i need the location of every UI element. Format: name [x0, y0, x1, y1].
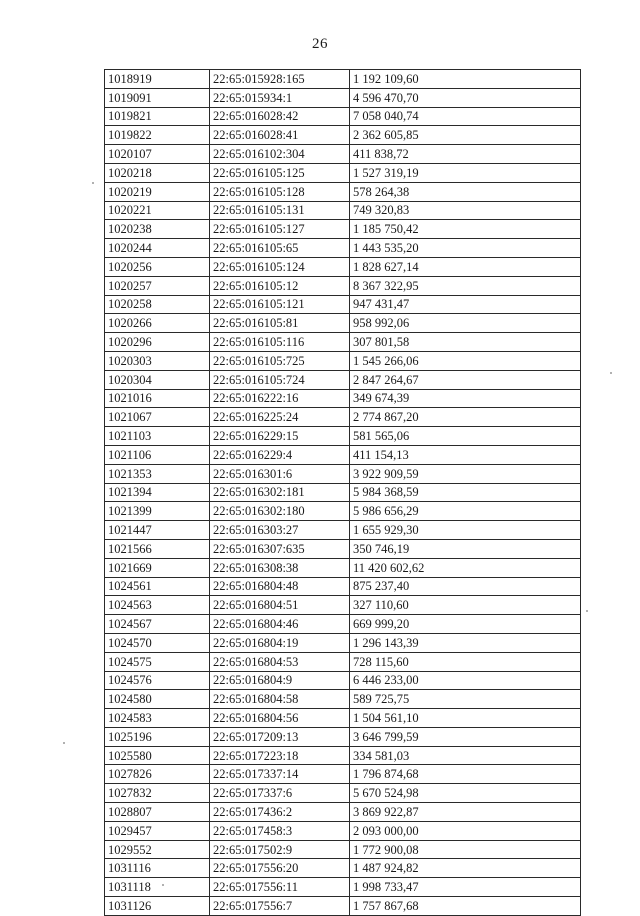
cadastral-number-cell: 22:65:015928:165	[210, 70, 350, 89]
table-body	[105, 70, 581, 916]
cadastral-value-cell: 3 922 909,59	[350, 464, 581, 483]
table-row	[105, 107, 581, 126]
cadastral-value-cell: 1 655 929,30	[350, 521, 581, 540]
row-id-cell: 1027826	[105, 765, 210, 784]
row-id-cell: 1021669	[105, 558, 210, 577]
cadastral-value-cell: 1 296 143,39	[350, 633, 581, 652]
cadastral-number-cell: 22:65:017502:9	[210, 840, 350, 859]
cadastral-number-cell: 22:65:016222:16	[210, 389, 350, 408]
table-row	[105, 427, 581, 446]
table-row	[105, 859, 581, 878]
cadastral-value-cell: 1 185 750,42	[350, 220, 581, 239]
row-id-cell: 1021103	[105, 427, 210, 446]
cadastral-number-cell: 22:65:016105:124	[210, 257, 350, 276]
table-row	[105, 126, 581, 145]
table-row	[105, 220, 581, 239]
table-row	[105, 201, 581, 220]
table-row	[105, 314, 581, 333]
cadastral-value-cell: 349 674,39	[350, 389, 581, 408]
cadastral-number-cell: 22:65:016105:131	[210, 201, 350, 220]
row-id-cell: 1021399	[105, 502, 210, 521]
table-row	[105, 746, 581, 765]
cadastral-value-table	[104, 69, 581, 916]
row-id-cell: 1019091	[105, 88, 210, 107]
cadastral-value-cell: 2 093 000,00	[350, 821, 581, 840]
scan-speck	[63, 742, 65, 744]
cadastral-number-cell: 22:65:016804:46	[210, 615, 350, 634]
scan-speck	[586, 610, 588, 612]
scan-speck	[610, 372, 612, 374]
row-id-cell: 1031126	[105, 897, 210, 916]
cadastral-value-cell: 1 527 319,19	[350, 163, 581, 182]
cadastral-value-cell: 1 796 874,68	[350, 765, 581, 784]
row-id-cell: 1018919	[105, 70, 210, 89]
cadastral-number-cell: 22:65:016804:58	[210, 690, 350, 709]
cadastral-value-cell: 1 487 924,82	[350, 859, 581, 878]
row-id-cell: 1020256	[105, 257, 210, 276]
row-id-cell: 1021447	[105, 521, 210, 540]
row-id-cell: 1020219	[105, 182, 210, 201]
row-id-cell: 1019822	[105, 126, 210, 145]
table-row	[105, 483, 581, 502]
row-id-cell: 1024580	[105, 690, 210, 709]
cadastral-number-cell: 22:65:016302:181	[210, 483, 350, 502]
table-row	[105, 897, 581, 916]
cadastral-value-cell: 8 367 322,95	[350, 276, 581, 295]
table-row	[105, 389, 581, 408]
cadastral-number-cell: 22:65:017337:6	[210, 784, 350, 803]
row-id-cell: 1025580	[105, 746, 210, 765]
table-row	[105, 88, 581, 107]
cadastral-value-cell: 749 320,83	[350, 201, 581, 220]
table-row	[105, 633, 581, 652]
cadastral-number-cell: 22:65:016804:51	[210, 596, 350, 615]
cadastral-value-cell: 6 446 233,00	[350, 671, 581, 690]
table-row	[105, 878, 581, 897]
row-id-cell: 1020244	[105, 239, 210, 258]
cadastral-number-cell: 22:65:016105:81	[210, 314, 350, 333]
row-id-cell: 1029552	[105, 840, 210, 859]
table-row	[105, 333, 581, 352]
row-id-cell: 1024563	[105, 596, 210, 615]
row-id-cell: 1020238	[105, 220, 210, 239]
row-id-cell: 1020218	[105, 163, 210, 182]
cadastral-number-cell: 22:65:016028:41	[210, 126, 350, 145]
cadastral-number-cell: 22:65:016229:15	[210, 427, 350, 446]
cadastral-value-cell: 1 443 535,20	[350, 239, 581, 258]
cadastral-number-cell: 22:65:016105:127	[210, 220, 350, 239]
cadastral-value-cell: 578 264,38	[350, 182, 581, 201]
cadastral-value-cell: 2 774 867,20	[350, 408, 581, 427]
cadastral-number-cell: 22:65:016804:53	[210, 652, 350, 671]
table-row	[105, 502, 581, 521]
cadastral-number-cell: 22:65:016302:180	[210, 502, 350, 521]
table-row	[105, 539, 581, 558]
row-id-cell: 1029457	[105, 821, 210, 840]
cadastral-number-cell: 22:65:016105:128	[210, 182, 350, 201]
table-row	[105, 765, 581, 784]
cadastral-value-cell: 1 772 900,08	[350, 840, 581, 859]
cadastral-number-cell: 22:65:016804:19	[210, 633, 350, 652]
page-number: 26	[312, 36, 328, 52]
cadastral-number-cell: 22:65:016308:38	[210, 558, 350, 577]
table-row	[105, 690, 581, 709]
table-row	[105, 521, 581, 540]
cadastral-value-cell: 327 110,60	[350, 596, 581, 615]
row-id-cell: 1020304	[105, 370, 210, 389]
cadastral-number-cell: 22:65:015934:1	[210, 88, 350, 107]
cadastral-value-cell: 669 999,20	[350, 615, 581, 634]
cadastral-value-cell: 947 431,47	[350, 295, 581, 314]
cadastral-value-cell: 2 847 264,67	[350, 370, 581, 389]
row-id-cell: 1021067	[105, 408, 210, 427]
table-row	[105, 239, 581, 258]
row-id-cell: 1024567	[105, 615, 210, 634]
cadastral-value-cell: 350 746,19	[350, 539, 581, 558]
table-row	[105, 803, 581, 822]
cadastral-value-cell: 11 420 602,62	[350, 558, 581, 577]
table-row	[105, 163, 581, 182]
row-id-cell: 1020257	[105, 276, 210, 295]
cadastral-value-cell: 5 984 368,59	[350, 483, 581, 502]
row-id-cell: 1019821	[105, 107, 210, 126]
cadastral-number-cell: 22:65:016225:24	[210, 408, 350, 427]
table-row	[105, 370, 581, 389]
cadastral-number-cell: 22:65:016105:65	[210, 239, 350, 258]
row-id-cell: 1024570	[105, 633, 210, 652]
table-row	[105, 840, 581, 859]
cadastral-value-cell: 1 504 561,10	[350, 709, 581, 728]
cadastral-value-cell: 3 646 799,59	[350, 727, 581, 746]
scan-speck	[162, 884, 164, 886]
row-id-cell: 1020296	[105, 333, 210, 352]
cadastral-number-cell: 22:65:016229:4	[210, 445, 350, 464]
cadastral-number-cell: 22:65:017556:7	[210, 897, 350, 916]
row-id-cell: 1027832	[105, 784, 210, 803]
row-id-cell: 1024583	[105, 709, 210, 728]
row-id-cell: 1024561	[105, 577, 210, 596]
cadastral-number-cell: 22:65:017556:11	[210, 878, 350, 897]
cadastral-value-cell: 1 192 109,60	[350, 70, 581, 89]
table-row	[105, 408, 581, 427]
row-id-cell: 1020107	[105, 145, 210, 164]
cadastral-number-cell: 22:65:017209:13	[210, 727, 350, 746]
table-row	[105, 276, 581, 295]
table-row	[105, 784, 581, 803]
row-id-cell: 1020258	[105, 295, 210, 314]
row-id-cell: 1031118	[105, 878, 210, 897]
cadastral-number-cell: 22:65:017223:18	[210, 746, 350, 765]
table-row	[105, 145, 581, 164]
cadastral-value-cell: 1 828 627,14	[350, 257, 581, 276]
cadastral-value-cell: 1 757 867,68	[350, 897, 581, 916]
cadastral-value-cell: 728 115,60	[350, 652, 581, 671]
cadastral-value-cell: 307 801,58	[350, 333, 581, 352]
row-id-cell: 1024575	[105, 652, 210, 671]
row-id-cell: 1020303	[105, 351, 210, 370]
cadastral-number-cell: 22:65:017556:20	[210, 859, 350, 878]
cadastral-number-cell: 22:65:017458:3	[210, 821, 350, 840]
cadastral-number-cell: 22:65:016105:725	[210, 351, 350, 370]
cadastral-value-cell: 3 869 922,87	[350, 803, 581, 822]
cadastral-value-cell: 7 058 040,74	[350, 107, 581, 126]
cadastral-value-cell: 411 838,72	[350, 145, 581, 164]
row-id-cell: 1021394	[105, 483, 210, 502]
cadastral-number-cell: 22:65:016301:6	[210, 464, 350, 483]
cadastral-number-cell: 22:65:016105:125	[210, 163, 350, 182]
row-id-cell: 1020221	[105, 201, 210, 220]
cadastral-value-cell: 958 992,06	[350, 314, 581, 333]
cadastral-number-cell: 22:65:016804:9	[210, 671, 350, 690]
cadastral-value-cell: 5 986 656,29	[350, 502, 581, 521]
cadastral-number-cell: 22:65:016105:12	[210, 276, 350, 295]
table-row	[105, 596, 581, 615]
table-row	[105, 351, 581, 370]
row-id-cell: 1021016	[105, 389, 210, 408]
cadastral-value-cell: 589 725,75	[350, 690, 581, 709]
scan-speck	[92, 182, 94, 184]
cadastral-number-cell: 22:65:016307:635	[210, 539, 350, 558]
cadastral-number-cell: 22:65:016028:42	[210, 107, 350, 126]
table-row	[105, 671, 581, 690]
table-row	[105, 182, 581, 201]
row-id-cell: 1021106	[105, 445, 210, 464]
table-row	[105, 615, 581, 634]
table-row	[105, 464, 581, 483]
table-row	[105, 821, 581, 840]
cadastral-value-cell: 4 596 470,70	[350, 88, 581, 107]
row-id-cell: 1031116	[105, 859, 210, 878]
cadastral-number-cell: 22:65:017436:2	[210, 803, 350, 822]
table-row	[105, 445, 581, 464]
row-id-cell: 1024576	[105, 671, 210, 690]
cadastral-number-cell: 22:65:016105:116	[210, 333, 350, 352]
cadastral-number-cell: 22:65:016303:27	[210, 521, 350, 540]
cadastral-number-cell: 22:65:017337:14	[210, 765, 350, 784]
cadastral-number-cell: 22:65:016804:56	[210, 709, 350, 728]
row-id-cell: 1020266	[105, 314, 210, 333]
cadastral-value-cell: 1 998 733,47	[350, 878, 581, 897]
row-id-cell: 1028807	[105, 803, 210, 822]
row-id-cell: 1025196	[105, 727, 210, 746]
table-row	[105, 558, 581, 577]
table-row	[105, 257, 581, 276]
cadastral-value-cell: 5 670 524,98	[350, 784, 581, 803]
table-row	[105, 727, 581, 746]
table-row	[105, 295, 581, 314]
table-row	[105, 652, 581, 671]
cadastral-value-cell: 334 581,03	[350, 746, 581, 765]
cadastral-value-cell: 411 154,13	[350, 445, 581, 464]
cadastral-number-cell: 22:65:016102:304	[210, 145, 350, 164]
row-id-cell: 1021566	[105, 539, 210, 558]
cadastral-value-cell: 1 545 266,06	[350, 351, 581, 370]
cadastral-number-cell: 22:65:016105:121	[210, 295, 350, 314]
table-row	[105, 709, 581, 728]
cadastral-number-cell: 22:65:016105:724	[210, 370, 350, 389]
row-id-cell: 1021353	[105, 464, 210, 483]
cadastral-number-cell: 22:65:016804:48	[210, 577, 350, 596]
cadastral-value-cell: 581 565,06	[350, 427, 581, 446]
table-row	[105, 70, 581, 89]
cadastral-value-cell: 2 362 605,85	[350, 126, 581, 145]
table-row	[105, 577, 581, 596]
cadastral-value-cell: 875 237,40	[350, 577, 581, 596]
